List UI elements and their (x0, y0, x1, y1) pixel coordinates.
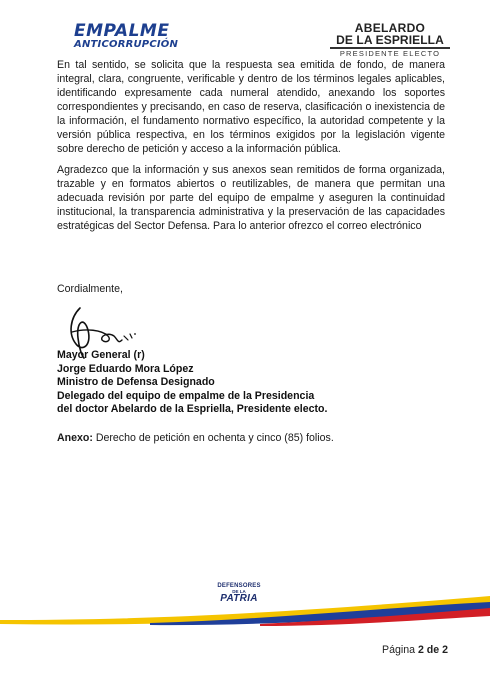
signer-role-line-2: del doctor Abelardo de la Espriella, Presidente electo. (57, 403, 328, 416)
signer-rank: Mayor General (r) (57, 349, 145, 361)
signer-title: Ministro de Defensa Designado (57, 376, 215, 389)
defensores-de-la-patria-logo (209, 583, 269, 604)
closing-salutation: Cordialmente, (57, 283, 123, 295)
empalme-anticorrupcion-logo (74, 21, 179, 50)
logo-presidente-electo-text: PRESIDENTE ELECTO (339, 48, 441, 58)
footer-logo-patria-text: PATRIA (220, 593, 258, 604)
signature-block (57, 349, 327, 417)
page-current: 2 (417, 644, 424, 656)
logo-abelardo-text: ABELARDO (354, 21, 426, 35)
abelardo-presidente-logo (330, 22, 450, 58)
annex-text: Derecho de petición en ochenta y cinco (85) folios. (92, 432, 334, 444)
annex-label: Anexo: (57, 432, 93, 444)
logo-empalme-text: EMPALME (74, 21, 170, 41)
page-total: 2 (442, 644, 448, 656)
annex-line (57, 432, 334, 444)
signer-role-line-1: Delegado del equipo de empalme de la Presidencia (57, 389, 315, 402)
body-paragraph-1: En tal sentido, se solicita que la respuesta sea emitida de fondo, de manera integral, clara, congruente, verificable y dentro de los términos legales aplicables, identificando expresamente cada numeral atendido, anexando los soportes correspondientes y precisando, en caso de reserva, clasificación o inexistencia de la información, el fundamento normativo específico, la autoridad competente y la versión pública respectiva, en los términos exigidos por la legislación vigente sobre derecho de petición y acceso a la información pública. (57, 59, 445, 155)
footer-logo-defensores-text: DEFENSORES (217, 583, 261, 589)
page-number (382, 644, 448, 656)
page-prefix: Página (382, 644, 418, 656)
footer-logo-de-la-text: DE LA (232, 589, 246, 594)
logo-de-la-espriella-text: DE LA ESPRIELLA (336, 33, 444, 47)
signer-name: Jorge Eduardo Mora López (57, 362, 194, 375)
body-paragraph-2: Agradezco que la información y sus anexos sean remitidos de forma organizada, trazable y en formatos abiertos o reutilizables, de manera que permitan una adecuada revisión por parte del equipo de empalme y aseguren la continuidad institucional, la transparencia administrativa y la preservación de las capacidades estratégicas del Sector Defensa. Para lo anterior ofrezco el correo electrónico (57, 164, 445, 232)
page-separator: de (423, 644, 443, 656)
logo-anticorrupcion-text: ANTICORRUPCIÓN (74, 39, 179, 50)
